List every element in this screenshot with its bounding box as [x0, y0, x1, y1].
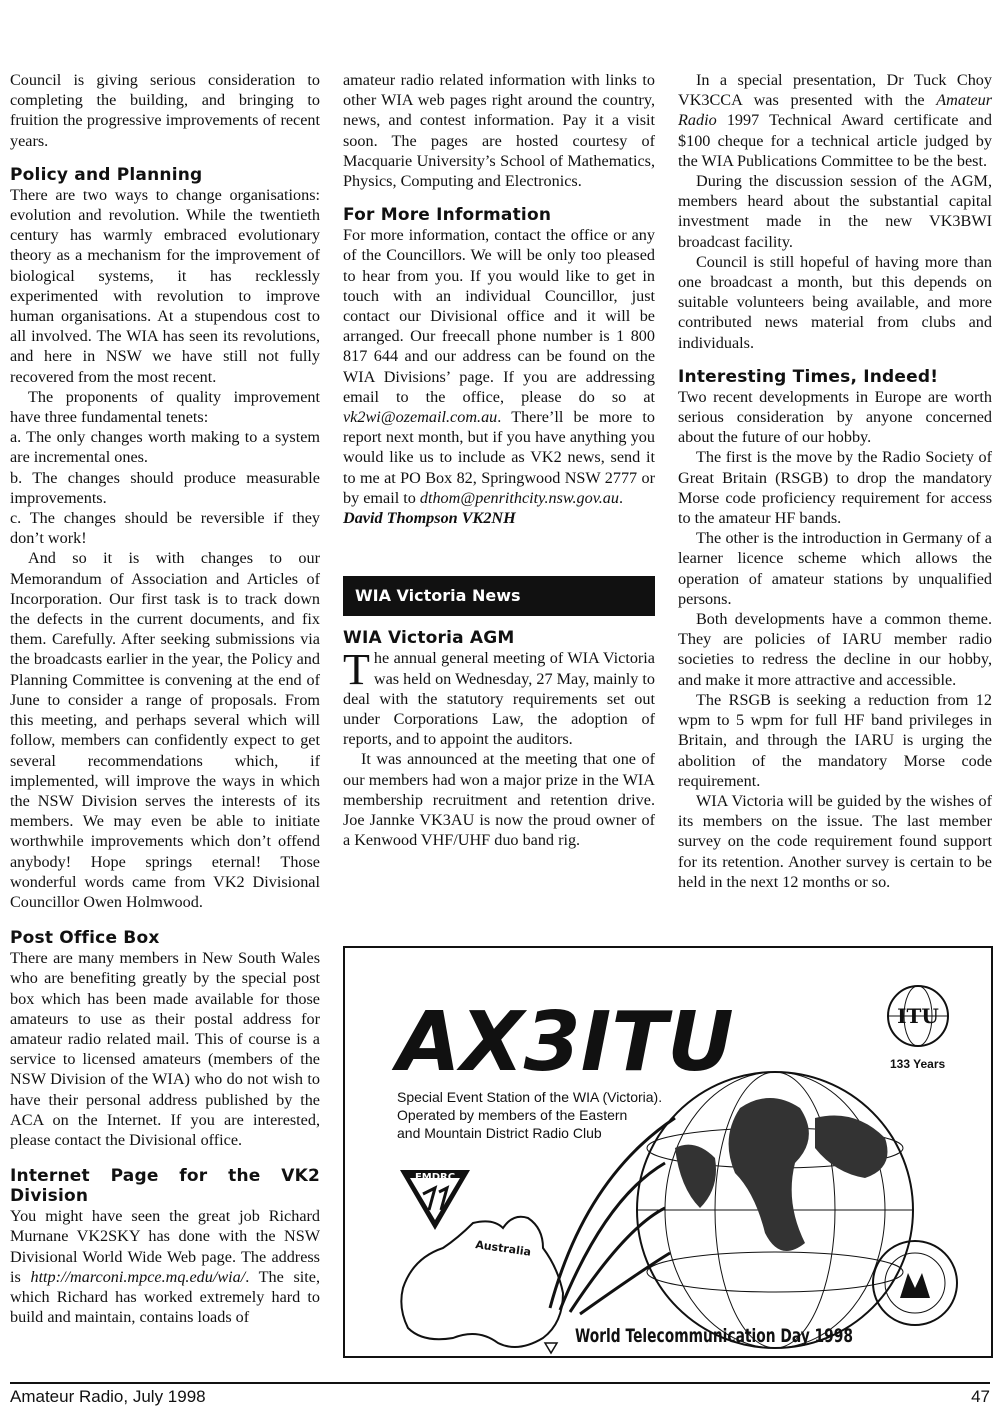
paragraph: And so it is with changes to our Memorandum of Association and Articles of Incorporation. Our first task is to track down the defects in the current documents, and fix them. Carefully. After seeking submissions via the broadcasts earlier in the year, the Policy and Planning Committee is convening at the end of June to consider a range of proposals. From this meeting, and perhaps several which will follow, members can confidently expect to get several recommendations which, if implemented, will improve the ways in which the NSW Division serves the interests of its members. We may even be able to initiate worthwhile improvements which don’t offend anybody! Hope springs eternal! Those wonderful words came from VK2 Divisional Councillor Owen Holmwood. [10, 549, 320, 911]
ad-line: Operated by members of the Eastern [397, 1107, 628, 1123]
paragraph: During the discussion session of the AGM, members heard about the substantial capital investment made in the new VK3BWI broadcast facility. [678, 172, 992, 251]
paragraph: There are two ways to change organisations: evolution and revolution. While the twentieth century has warmly embraced evolutionary theory as a mechanism for the improvement of biological systems, it has recklessly experimented with revolution to improve human organisations. At a stupendous cost to all involved. The WIA has seen its revolutions, and here in NSW we have still not fully recovered from the most recent. [10, 185, 320, 386]
magazine-title: Amateur Radio [678, 91, 992, 130]
paragraph: The RSGB is seeking a reduction from 12 wpm to 5 wpm for full HF band privileges in Britain, and through the IARU is urging the abolition of the mandatory Morse code requirement. [678, 690, 992, 790]
ad-artwork [345, 948, 991, 1356]
footer-rule [10, 1382, 990, 1384]
page-number: 47 [971, 1387, 990, 1406]
ax3itu-advertisement [343, 946, 993, 1358]
ad-line: Special Event Station of the WIA (Victoria). [397, 1089, 663, 1105]
section-banner: WIA Victoria News [343, 576, 655, 616]
list-item: c. The changes should be reversible if they don’t work! [10, 509, 320, 548]
itu-logo [888, 986, 948, 1046]
paragraph [678, 70, 992, 171]
paragraph: Council is still hopeful of having more than one broadcast a month, but this depends on suitable volunteers being available, and more contributed news material from clubs and individuals. [678, 252, 992, 352]
heading-internet-page: Internet Page for the VK2 Division [10, 1166, 320, 1207]
itu-logo-text: ITU [897, 1004, 939, 1028]
globe-illustration [637, 1072, 913, 1348]
email-link[interactable]: dthom@penrithcity.nsw.gov.au [419, 488, 619, 507]
text: . There’ll be more to report next month, but if you have anything you would like us to include as VK2 news, send it to me at PO Box 82, Springwood NSW 2777 or by email to [343, 408, 655, 507]
paragraph: Council is giving serious consideration to completing the building, and bringing to fruition the progressive improvements of recent years. [10, 71, 320, 150]
paragraph: Both developments have a common theme. They are policies of IARU member radio societies to redress the decline in our hobby, and make it more attractive and accessible. [678, 610, 992, 689]
emdrc-club-logo [400, 1170, 470, 1230]
paragraph: The proponents of quality improvement have three fundamental tenets: [10, 387, 320, 427]
list-item: a. The only changes worth making to a system are incremental ones. [10, 428, 320, 467]
list-item: b. The changes should produce measurable improvements. [10, 468, 320, 507]
paragraph: There are many members in New South Wales who are benefiting greatly by the special post box which has been made available for those amateurs to use as their postal address for amateur radio related mail. This of course is a service to licensed amateurs (members of the NSW Division of the WIA) who do not wish to have their personal address published by the ACA on the Internet. If you are interested, please contact the Divisional office. [10, 949, 320, 1149]
club-logo-text: EMDRC [414, 1172, 456, 1183]
map-label: Australia [474, 1238, 532, 1259]
text: he annual general meeting of WIA Victoria was held on Wednesday, 27 May, mainly to deal with the statutory requirements set out under Corporations Law, the adoption of reports, and to appoint the auditors. [343, 649, 655, 749]
signature: David Thompson VK2NH [343, 509, 516, 528]
web-address-link[interactable]: http://marconi.mpce.mq.edu/wia/ [30, 1267, 246, 1286]
footer-publication: Amateur Radio, July 1998 [10, 1387, 206, 1406]
paragraph: Two recent developments in Europe are worth serious consideration by anyone concerned about the future of our hobby. [678, 387, 992, 447]
paragraph: It was announced at the meeting that one of our members had won a major prize in the WIA membership recruitment and retention drive. Joe Jannke VK3AU is now the proud owner of a Kenwood VHF/UHF duo band rig. [343, 750, 655, 850]
ad-footer-text: World Telecommunication Day 1998 [575, 1325, 853, 1347]
paragraph [343, 645, 655, 749]
email-link[interactable]: vk2wi@ozemail.com.au [343, 408, 498, 427]
column-2 [343, 70, 655, 851]
callsign-text: AX3ITU [397, 995, 734, 1090]
text: In a special presentation, Dr Tuck Choy VK3CCA was presented with the [678, 71, 992, 110]
heading-policy-and-planning: Policy and Planning [10, 164, 203, 185]
heading-interesting-times: Interesting Times, Indeed! [678, 366, 939, 387]
paragraph: The other is the introduction in Germany of a learner licence scheme which allows the operation of amateur stations by unqualified persons. [678, 529, 992, 608]
paragraph: WIA Victoria will be guided by the wishes of its members on the issue. The last member survey on the code requirement found support for its retention. Another survey is certain to be held in the next 12 months or so. [678, 791, 992, 891]
text: 1997 Technical Award certificate and $100 cheque for a technical article judged by the WIA Publications Committee to be the best. [678, 111, 992, 170]
heading-for-more-information: For More Information [343, 205, 552, 226]
paragraph [10, 1206, 320, 1327]
text: . The site, which Richard has worked extremely hard to build and maintain, contains loads of [10, 1267, 320, 1327]
ad-line: and Mountain District Radio Club [397, 1125, 602, 1141]
paragraph [343, 225, 655, 508]
heading-wia-victoria-agm: WIA Victoria AGM [343, 628, 515, 649]
heading-post-office-box: Post Office Box [10, 928, 160, 949]
column-1 [10, 70, 320, 1327]
australia-map [401, 1217, 563, 1353]
text: . [618, 488, 623, 507]
drop-cap: T [343, 645, 370, 695]
paragraph: The first is the move by the Radio Society of Great Britain (RSGB) to drop the mandatory Morse code proficiency requirement for access to the amateur HF bands. [678, 448, 992, 528]
years-label: 133 Years [890, 1057, 946, 1071]
paragraph: amateur radio related information with links to other WIA web pages right around the country, news, and contest information. Pay it a visit soon. The pages are hosted courtesy of Macquarie University’s School of Mathematics, Physics, Computing and Electronics. [343, 71, 655, 191]
text: You might have seen the great job Richard Murnane VK2SKY has done with the NSW Divisional World Wide Web page. The address is [10, 1207, 320, 1286]
column-3 [678, 70, 992, 892]
text: For more information, contact the office or any of the Councillors. We will be only too pleased to hear from you. If you would like to get in touch with an individual Councillor, just contact our Divisional office and it will be arranged. Our freecall phone number is 1 800 817 644 and our address can be found on the WIA Divisions’ page. If you are addressing email to the office, please do so at [343, 226, 655, 406]
